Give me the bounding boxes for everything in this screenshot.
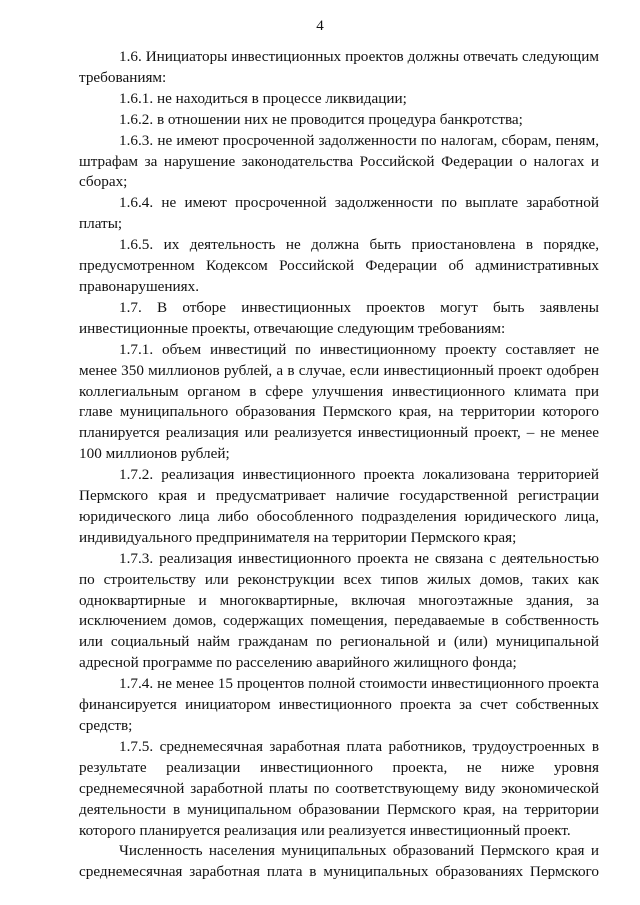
paragraph-population-continued: Численность населения муниципальных образований Пермского края и среднемесячная заработная плата в муниципальных образованиях Пермского — [79, 842, 599, 881]
document-body — [79, 47, 599, 883]
paragraph-1-7-3: 1.7.3. реализация инвестиционного проекта не связана с деятельностью по строительству или реконструкции всех типов жилых домов, таких как одноквартирные и многоквартирные, включая многоэтажные здания, за исключением домов, содержащих помещения, передаваемые в собственность или социальный найм гражданам по региональной и (или) муниципальной адресной программе по расселению аварийного жилищного фонда; — [79, 549, 599, 672]
paragraph-1-7-1: 1.7.1. объем инвестиций по инвестиционному проекту составляет не менее 350 миллионов рублей, а в случае, если инвестиционный проект одобрен коллегиальным органом в сфере улучшения инвестиционного климата при главе муниципального образования Пермского края, на территории которого планируется реализация или реализуется инвестиционный проект, – не менее 100 миллионов рублей; — [79, 340, 599, 463]
paragraph-1-6-3: 1.6.3. не имеют просроченной задолженности по налогам, сборам, пеням, штрафам за нарушение законодательства Российской Федерации о налогах и сборах; — [79, 131, 599, 191]
paragraph-1-7-4: 1.7.4. не менее 15 процентов полной стоимости инвестиционного проекта финансируется инициатором инвестиционного проекта за счет собственных средств; — [79, 675, 599, 734]
paragraph-1-6-1: 1.6.1. не находиться в процессе ликвидации; — [119, 89, 407, 107]
paragraph-1-6-2: 1.6.2. в отношении них не проводится процедура банкротства; — [119, 110, 523, 128]
page-number: 4 — [316, 18, 324, 34]
paragraph-1-7-2: 1.7.2. реализация инвестиционного проекта локализована территорией Пермского края и предусматривает наличие государственной регистрации юридического лица либо обособленного подразделения юридического лица, индивидуального предпринимателя на территории Пермского края; — [79, 466, 599, 546]
paragraph-1-7-5: 1.7.5. среднемесячная заработная плата работников, трудоустроенных в результате реализации инвестиционного проекта, не ниже уровня среднемесячной заработной платы по соответствующему виду экономической деятельности в муниципальном образовании Пермского края, на территории которого планируется реализация или реализуется инвестиционный проект. — [79, 737, 599, 839]
paragraph-1-7: 1.7. В отборе инвестиционных проектов могут быть заявлены инвестиционные проекты, отвечающие следующим требованиям: — [79, 298, 599, 337]
paragraph-1-6: 1.6. Инициаторы инвестиционных проектов должны отвечать следующим требованиям: — [79, 48, 599, 86]
paragraph-1-6-4: 1.6.4. не имеют просроченной задолженности по выплате заработной платы; — [79, 194, 599, 233]
paragraph-1-6-5: 1.6.5. их деятельность не должна быть приостановлена в порядке, предусмотренном Кодексом Российской Федерации об административных правонарушениях. — [79, 236, 599, 295]
